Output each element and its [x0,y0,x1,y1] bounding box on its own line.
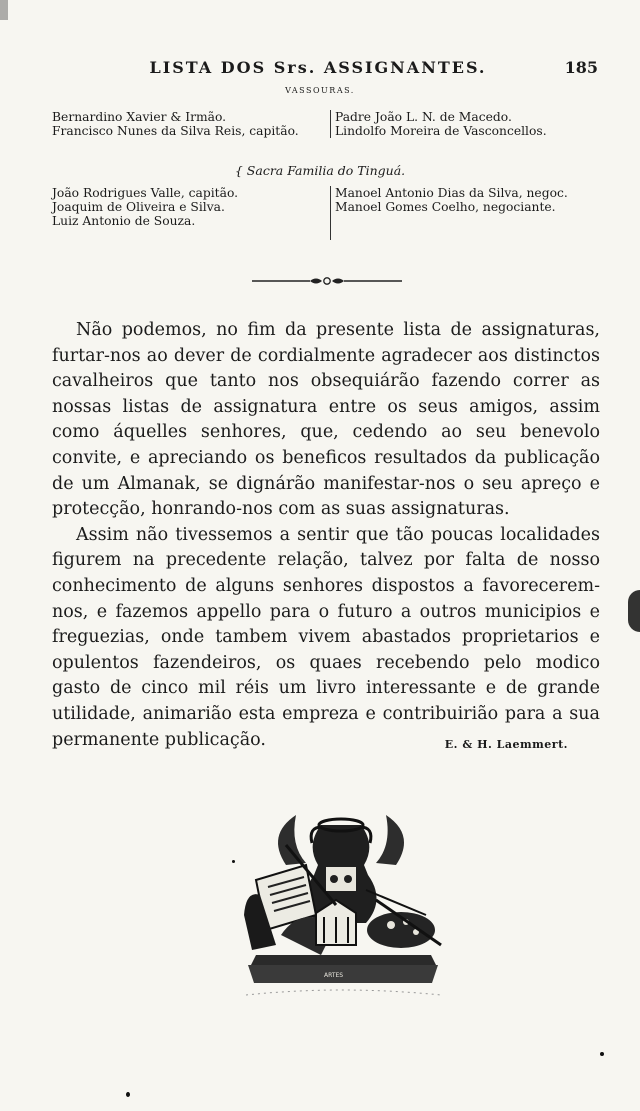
subscriber-name: Manoel Antonio Dias da Silva, negoc. [335,186,568,200]
vignette-label: ARTES [324,972,344,979]
subscriber-name: Manoel Gomes Coelho, negociante. [335,200,556,214]
scan-edge-mark [0,0,8,20]
ornament-rule-icon [252,276,402,286]
vassouras-left-column [52,110,299,138]
paragraph-appeal: Assim não tivessemos a sentir que tão poucas localidades figurem na precedente relação, talvez por falta de nosso conhecimento de alguns senhores dispostos a favorecerem-nos, e fazemos appello para o futuro a outros municipios e freguezias, onde tambem vivem abastados proprietarios e opulentos fazendeiros, os quaes recebendo pelo modico gasto de cinco mil réis um livro interessante e de grande utilidade, animarião esta empreza e contribuirião para a sua permanente publicação. [52,524,600,750]
ink-dot [600,1052,604,1056]
subscriber-name: Francisco Nunes da Silva Reis, capitão. [52,124,299,138]
brace-mark: { [234,163,247,178]
section-heading-tingua [0,163,640,178]
ink-dot [126,1092,130,1097]
section-heading-tingua-text: Sacra Familia do Tinguá. [246,163,406,178]
arts-vignette-icon [226,805,456,1005]
subscriber-name: Joaquim de Oliveira e Silva. [52,200,225,214]
ink-dot [232,860,235,863]
page-header [38,58,598,80]
page-number: 185 [564,58,598,77]
vassouras-right-column [330,110,547,138]
section-heading-vassouras: VASSOURAS. [285,86,355,95]
closing-text [52,318,600,753]
subscriber-name: Luiz Antonio de Souza. [52,214,196,228]
tingua-left-column [52,186,238,228]
tingua-right-column [330,186,568,240]
publisher-signature: E. & H. Laemmert. [444,738,568,751]
subscriber-name: Bernardino Xavier & Irmão. [52,110,227,124]
paragraph-acknowledgement: Não podemos, no fim da presente lista de assignaturas, furtar-nos ao dever de cordialmente agradecer aos distinctos cavalheiros que tanto nos obsequiárão fazendo correr as nossas listas de assignatura entre os seus amigos, assim como áquelles senhores, que, cedendo ao seu benevolo convite, e apreciando os beneficos resultados da publicação de um Almanak, se dignárão manifestar-nos o seu apreço e protecção, honrando-nos com as suas assignaturas. [52,320,600,520]
subscriber-name: Padre João L. N. de Macedo. [335,110,512,124]
subscriber-name: Lindolfo Moreira de Vasconcellos. [335,124,547,138]
scan-edge-shadow [628,590,640,632]
subscriber-name: João Rodrigues Valle, capitão. [52,186,239,200]
running-title: LISTA DOS Srs. ASSIGNANTES. [149,58,487,77]
